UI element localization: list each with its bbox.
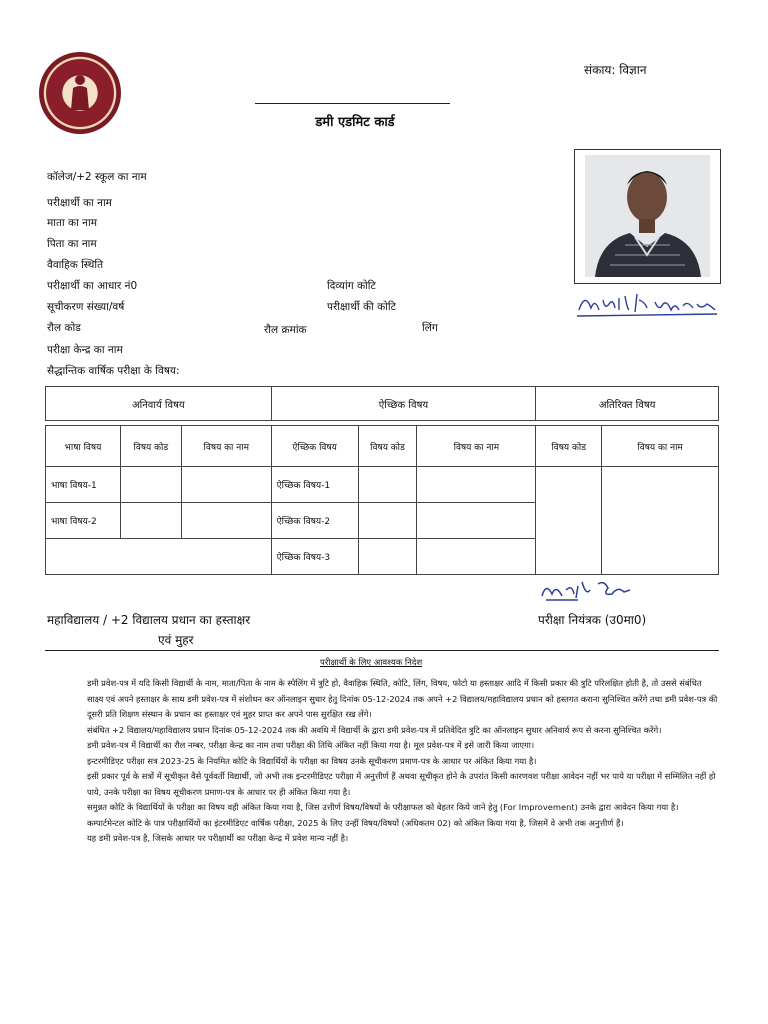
group-compulsory: अनिवार्य विषय <box>46 387 272 421</box>
table-row-label: ऐच्छिक विषय-1 <box>271 467 358 503</box>
col-subject-name: विषय का नाम <box>181 426 271 467</box>
aadhaar-label: परीक्षार्थी का आधार नं0 <box>47 280 138 292</box>
page-title: डमी एडमिट कार्ड <box>315 115 395 130</box>
faculty-label: संकाय: विज्ञान <box>584 63 647 77</box>
col-language-subject: भाषा विषय <box>46 426 121 467</box>
exam-center-label: परीक्षा केन्द्र का नाम <box>47 344 123 356</box>
board-seal-logo <box>39 52 121 134</box>
col-subject-code: विषय कोड <box>120 426 181 467</box>
principal-signature-label: महाविद्यालय / +2 विद्यालय प्रधान का हस्ताक्षर <box>47 613 251 627</box>
instructions-title: परीक्षार्थी के लिए आवश्यक निदेश <box>320 658 423 668</box>
instruction-item: डमी प्रवेश-पत्र में विद्यार्थी का रौल नम्बर, परीक्षा केन्द्र का नाम तथा परीक्षा की तिथि अंकित नहीं किया गया है। मूल प्रवेश-पत्र में इसे जारी किया जाएगा। <box>87 740 535 750</box>
instruction-item: इसी प्रकार पूर्व के सत्रों में सूचीकृत वैसे पूर्ववर्ती विद्यार्थी, जो अभी तक इन्टरमीडिएट परीक्षा में अनुत्तीर्ण हैं अथवा सूचीकृत होने के उपरांत किसी कारणवश परीक्षा आवेदन नहीं भर पाये या परीक्षा में सम्मिलित नहीं हो पाये, उनके परीक्षा का विषय सूचीकरण प्रमाण-पत्र के आधार पर ही अंकित किया गया है। <box>87 771 716 797</box>
subjects-table <box>45 386 719 575</box>
instruction-item: यह डमी प्रवेश-पत्र है, जिसके आधार पर परीक्षार्थी का परीक्षा केन्द्र में प्रवेश मान्य नहीं है। <box>87 833 349 843</box>
title-rule <box>255 103 450 104</box>
col-subject-name: विषय का नाम <box>602 426 719 467</box>
student-photo <box>585 155 710 277</box>
instruction-item: समुन्नत कोटि के विद्यार्थियों के परीक्षा का विषय वही अंकित किया गया है, जिस उत्तीर्ण विषय/विषयों के परीक्षाफल को बेहतर किये जाने हेतु (For Improvement) उनके द्वारा आवेदन किया गया है। <box>87 802 679 812</box>
divider <box>45 650 719 651</box>
col-subject-name: विषय का नाम <box>417 426 536 467</box>
gender-label: लिंग <box>422 322 438 334</box>
roll-code-label: रौल कोड <box>47 322 81 334</box>
table-row-label: ऐच्छिक विषय-3 <box>271 539 358 575</box>
mother-name-label: माता का नाम <box>47 217 97 229</box>
roll-number-label: रौल क्रमांक <box>264 324 307 336</box>
student-photo-frame <box>574 149 721 284</box>
col-elective-subject: ऐच्छिक विषय <box>271 426 358 467</box>
controller-signature <box>538 576 634 610</box>
marital-status-label: वैवाहिक स्थिति <box>47 259 104 271</box>
student-name-label: परीक्षार्थी का नाम <box>47 197 112 209</box>
table-row-label: ऐच्छिक विषय-2 <box>271 503 358 539</box>
registration-label: सूचीकरण संख्या/वर्ष <box>47 301 125 313</box>
instructions-list <box>87 676 720 847</box>
table-row-label: भाषा विषय-1 <box>46 467 121 503</box>
controller-label: परीक्षा नियंत्रक (उ0मा0) <box>538 613 647 627</box>
col-subject-code: विषय कोड <box>536 426 602 467</box>
instruction-item: कम्पार्टमेन्टल कोटि के पात्र परीक्षार्थियों का इंटरमीडिएट वार्षिक परीक्षा, 2025 के लिए उन्हीं विषय/विषयों (अधिकतम 02) को अंकित किया गया है, जिसमें वे अभी तक अनुत्तीर्ण हैं। <box>87 817 624 828</box>
divyang-label: दिव्यांग कोटि <box>327 280 376 292</box>
table-row-label: भाषा विषय-2 <box>46 503 121 539</box>
father-name-label: पिता का नाम <box>47 238 97 250</box>
student-signature <box>575 288 720 322</box>
group-elective: ऐच्छिक विषय <box>271 387 536 421</box>
instruction-item: डमी प्रवेश-पत्र में यदि किसी विद्यार्थी के नाम, माता/पिता के नाम के स्पेलिंग में त्रुटि हो, वैवाहिक स्थिति, कोटि, लिंग, विषय, फोटो या हस्ताक्षर आदि में किसी प्रकार की त्रुटि परिलक्षित होती है, तो उससे संबंधित साक्ष्य एवं अपने हस्ताक्षर के साथ डमी प्रवेश-पत्र में संशोधन कर ऑनलाइन सुधार हेतु दिनांक 05-12-2024 तक अपने +2 विद्यालय/महाविद्यालय प्रधान को हस्तगत कराना सुनिश्चित करेंगे तथा डमी प्रवेश-पत्र की दूसरी प्रति शिक्षण संस्थान के प्रधान का हस्ताक्षर एवं मुहर प्राप्त कर अपने पास सुरक्षित रख लेंगे। <box>87 678 718 719</box>
instruction-item: इन्टरमीडिएट परीक्षा सत्र 2023-25 के नियमित कोटि के विद्यार्थियों के परीक्षा का विषय उनके सूचीकरण प्रमाण-पत्र के आधार पर अंकित किया गया है। <box>87 755 537 766</box>
category-label: परीक्षार्थी की कोटि <box>327 301 396 313</box>
college-label: कॉलेज/+2 स्कूल का नाम <box>47 171 147 183</box>
principal-seal-label: एवं मुहर <box>158 633 194 647</box>
theory-subjects-label: सैद्धान्तिक वार्षिक परीक्षा के विषय: <box>47 365 180 377</box>
instruction-item: संबंधित +2 विद्यालय/महाविद्यालय प्रधान दिनांक 05-12-2024 तक की अवधि में विद्यार्थी के द्वारा डमी प्रवेश-पत्र में प्रतिवेदित त्रुटि का ऑनलाइन सुधार अनिवार्य रूप से करना सुनिश्चित करेंगे। <box>87 724 662 735</box>
group-additional: अतिरिक्त विषय <box>536 387 719 421</box>
col-subject-code: विषय कोड <box>358 426 417 467</box>
